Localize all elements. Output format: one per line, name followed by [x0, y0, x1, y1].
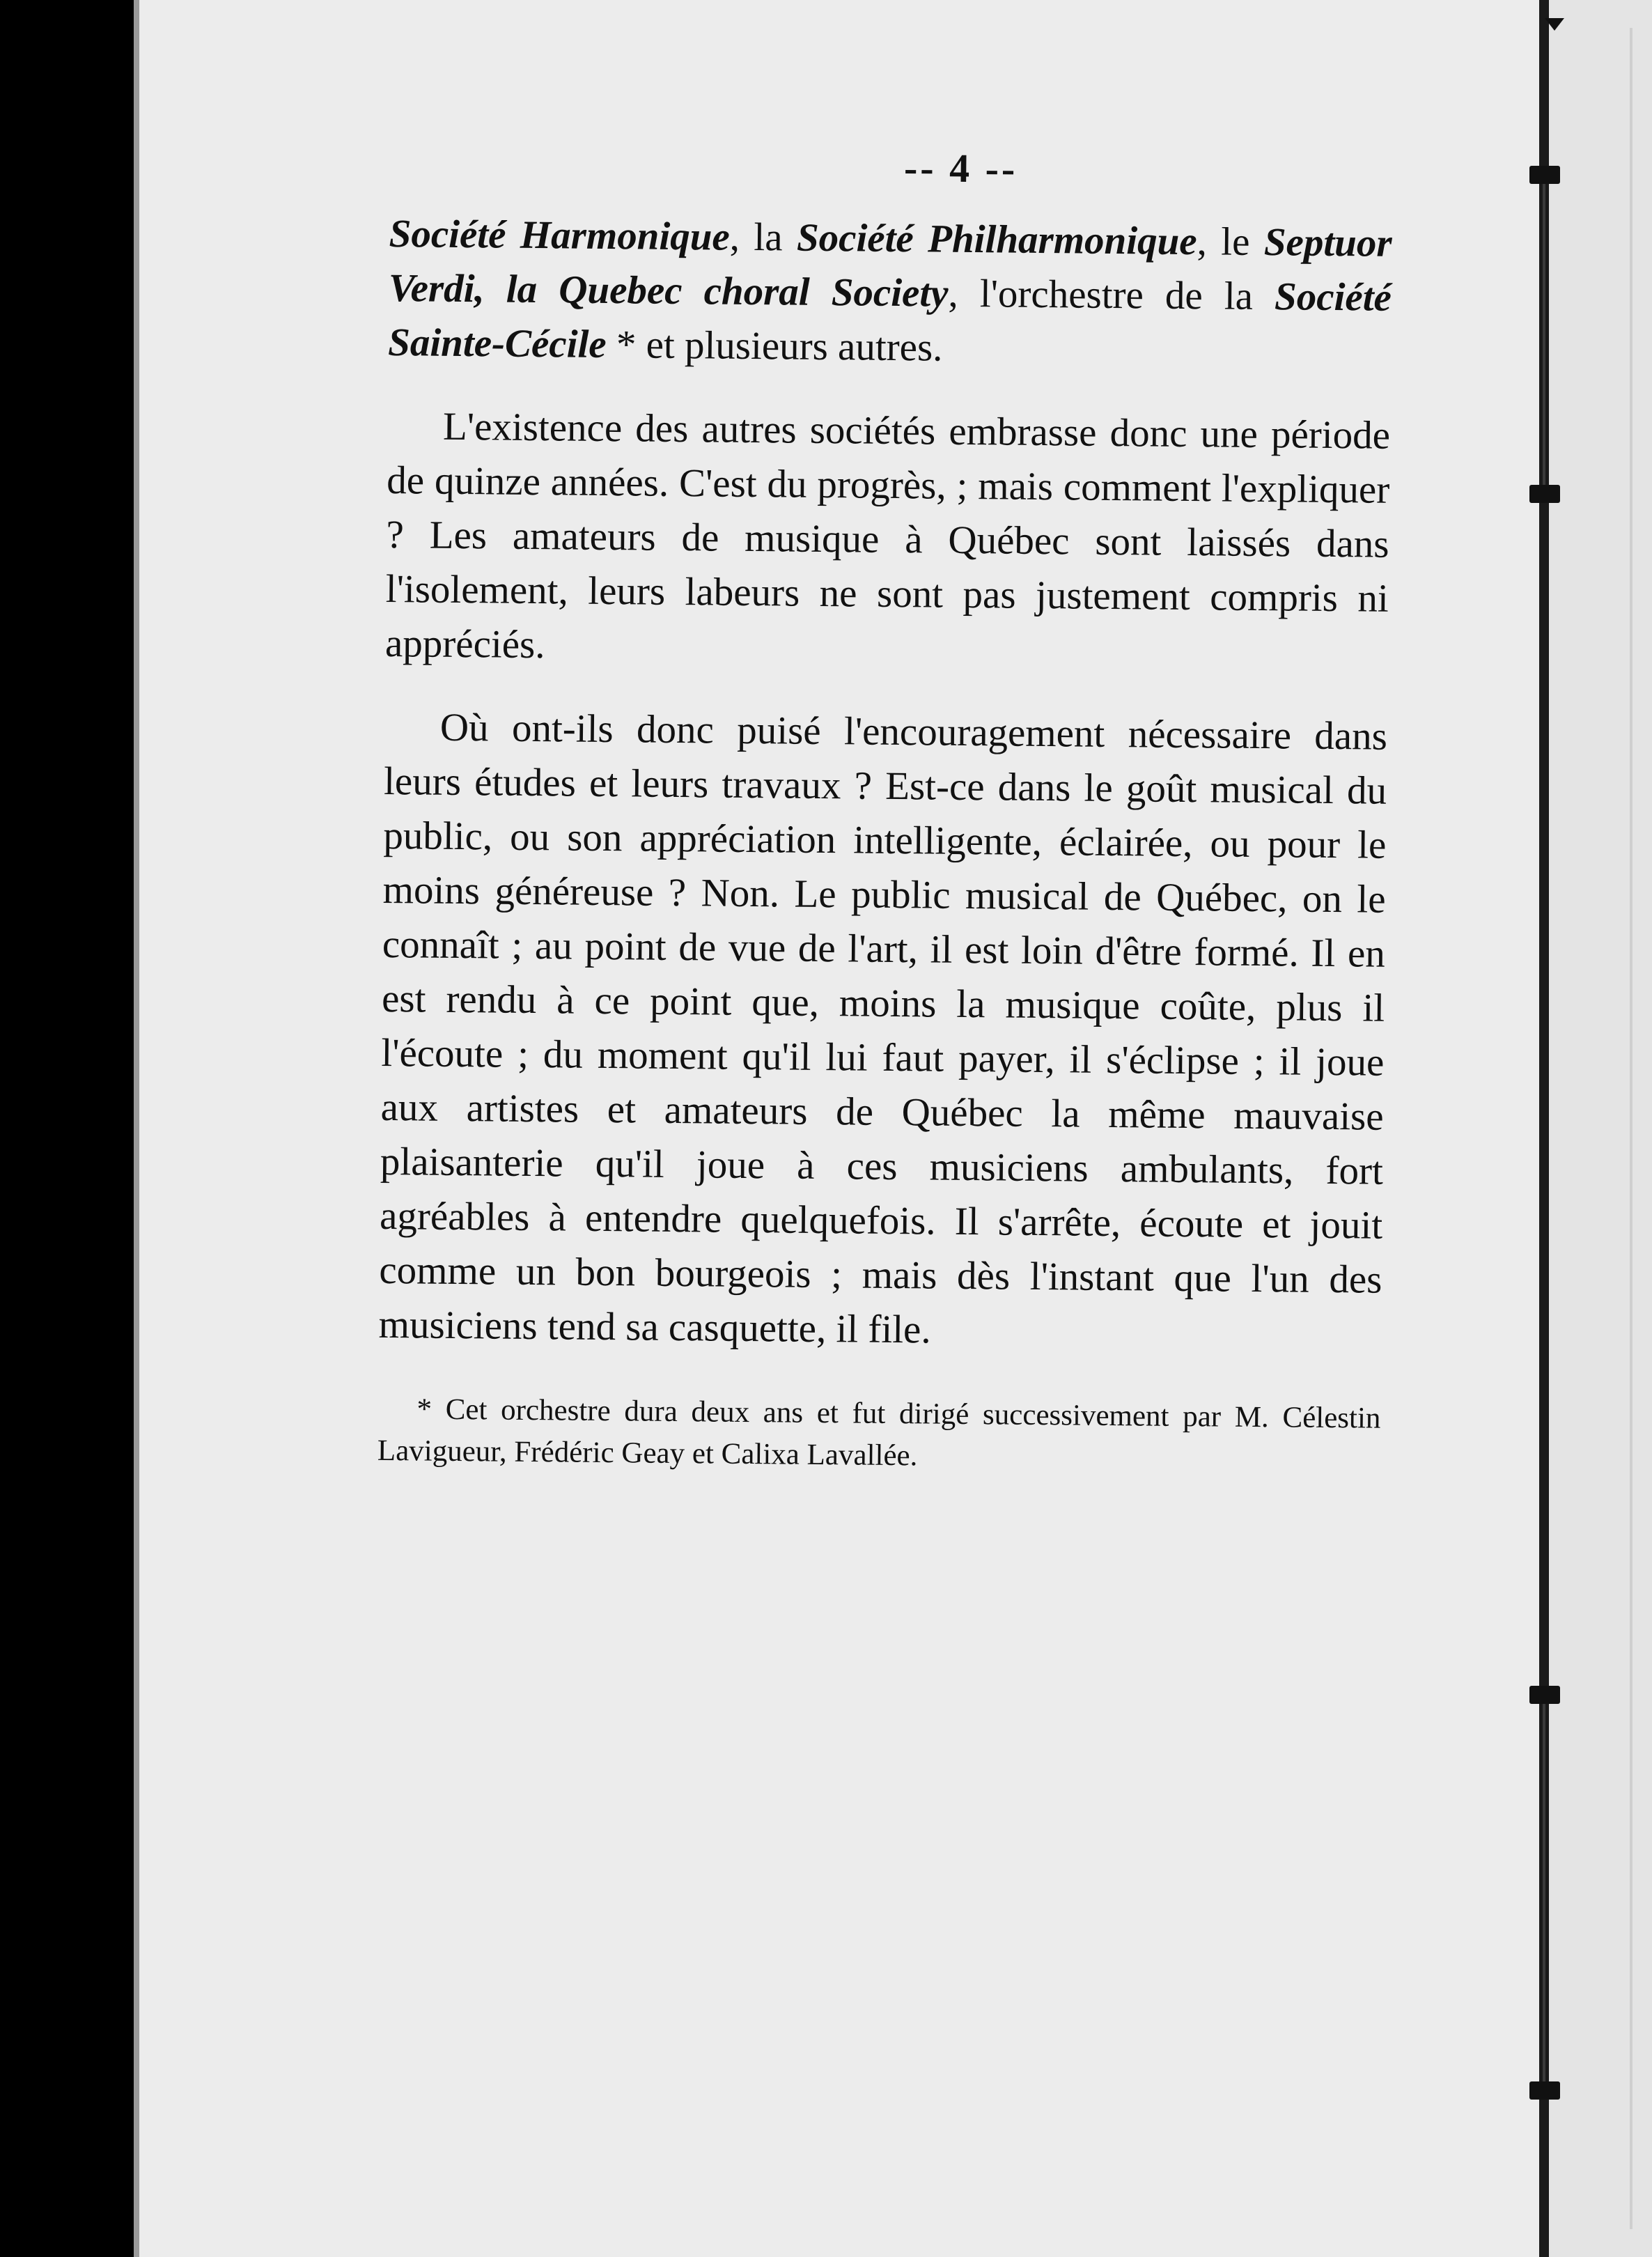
- page-number: -- 4 --: [903, 145, 1018, 192]
- paragraph-existence: L'existence des autres sociétés embrasse donc une période de quinze années. C'est du progrès, ; mais comment l'expliquer ? Les amateurs de musique à Québec sont laissés dans l'isolement, leurs labeurs ne sont pas justement compris ni appréciés.: [384, 404, 1391, 667]
- binding-stitch: [1529, 485, 1560, 503]
- paragraph-encouragement: Où ont-ils donc puisé l'encouragement nécessaire dans leurs études et leurs travaux ? Est-ce dans le goût musical du public, ou son appréciation intelligente, éclairée, ou pour le moins généreuse ? Non. Le public musical de Québec, on le connaît ; au point de vue de l'art, il est loin d'être formé. Il en est rendu à ce point que, moins la musique coûte, plus il l'écoute ; du moment qu'il lui faut payer, il s'éclipse ; il joue aux artistes et amateurs de Québec la même mauvaise plaisanterie qu'il joue à ces musiciens ambulants, fort agréables à entendre quelquefois. Il s'arrête, écoute et jouit comme un bon bourgeois ; mais dès l'instant que l'un des musiciens tend sa casquette, il file.: [378, 705, 1388, 1352]
- binding-thread: [1543, 1686, 1545, 2090]
- paragraph-continuation: [388, 207, 1392, 380]
- adjacent-page-edge: [1630, 28, 1632, 2229]
- binding-top-notch: [1545, 18, 1564, 31]
- binding-stitch: [1529, 166, 1560, 184]
- binding-thread: [1543, 167, 1545, 488]
- text-run: , la: [729, 215, 797, 260]
- society-name: Société Harmonique: [389, 211, 731, 259]
- society-name: Société Sainte-Cécile: [387, 274, 1392, 366]
- page-left-edge: [134, 0, 139, 2257]
- binding-stitch: [1529, 1686, 1560, 1704]
- text-run: , l'orchestre de la: [948, 271, 1275, 319]
- text-run: , le: [1197, 219, 1265, 265]
- footnote: * Cet orchestre dura deux ans et fut dirigé successivement par M. Célestin Lavigueur, Frédéric Geay et Calixa Lavallée.: [377, 1393, 1381, 1473]
- society-name: Septuor Verdi, la Quebec choral Society: [388, 220, 1392, 316]
- society-name: Société Philharmonique: [796, 215, 1197, 264]
- adjacent-page-strip: [1549, 0, 1652, 2257]
- page-text: [377, 139, 1393, 1512]
- binding-stitch: [1529, 2081, 1560, 2100]
- text-run: * et plusieurs autres.: [606, 322, 943, 370]
